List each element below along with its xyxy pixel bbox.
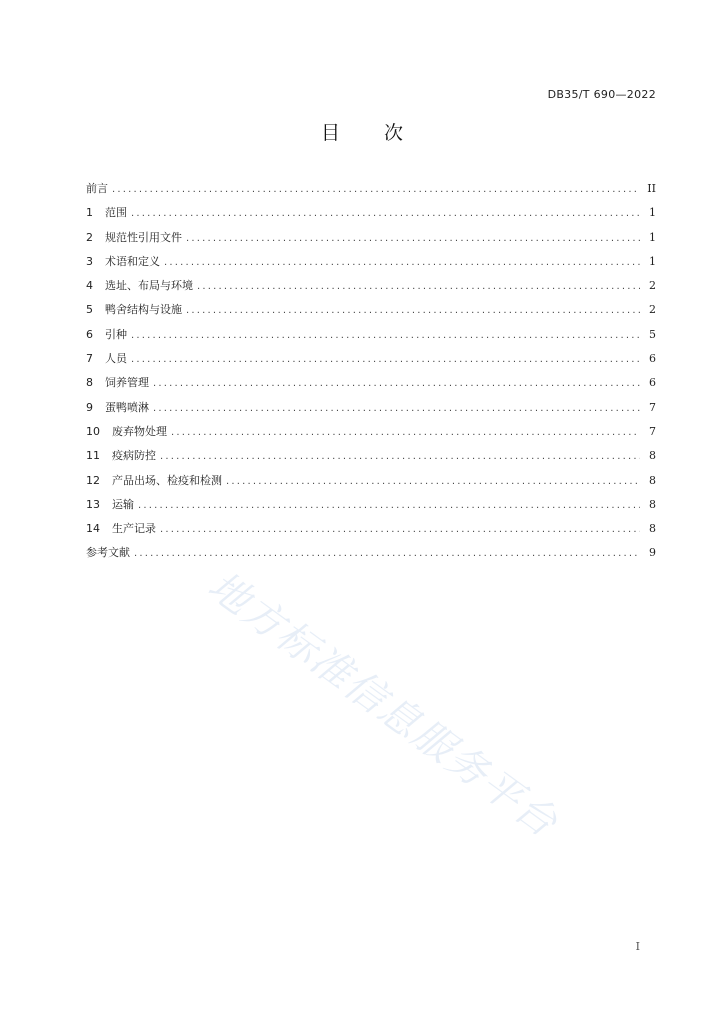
- toc-entry-number: 1: [86, 206, 93, 220]
- toc-entry-page: 1: [649, 230, 656, 244]
- toc-entry-label: 术语和定义: [105, 254, 160, 268]
- toc-entry-page: 8: [649, 473, 656, 487]
- toc-entry-number: 12: [86, 473, 100, 487]
- toc-entry-label: 前言: [86, 182, 108, 195]
- toc-entry-label: 鸭舍结构与设施: [105, 303, 182, 317]
- page-title: [0, 118, 724, 145]
- toc-leader-dots: [186, 305, 640, 316]
- toc-entry-label: 选址、布局与环境: [105, 279, 193, 293]
- toc-entry-13[interactable]: [86, 496, 656, 520]
- toc-leader-dots: [197, 281, 640, 292]
- toc-entry-references[interactable]: [86, 544, 656, 568]
- toc-leader-dots: [131, 330, 640, 341]
- toc-entry-14[interactable]: [86, 520, 656, 544]
- toc-entry-page: 7: [649, 400, 656, 414]
- toc-entry-number: 7: [86, 352, 93, 366]
- toc-entry-label: 饲养管理: [105, 376, 149, 390]
- toc-entry-page: 1: [649, 254, 656, 268]
- toc-entry-foreword[interactable]: [86, 180, 656, 204]
- toc-entry-label: 废弃物处理: [112, 424, 167, 438]
- toc-leader-dots: [134, 548, 640, 559]
- toc-entry-number: 9: [86, 400, 93, 414]
- toc-entry-3[interactable]: [86, 253, 656, 277]
- toc-entry-8[interactable]: [86, 374, 656, 398]
- toc-leader-dots: [153, 378, 640, 389]
- toc-entry-page: II: [647, 182, 656, 195]
- toc-entry-number: 8: [86, 376, 93, 390]
- toc-leader-dots: [131, 354, 640, 365]
- toc-entry-label: 引种: [105, 327, 127, 341]
- toc-entry-page: 2: [649, 279, 656, 293]
- toc-entry-label: 蛋鸭喷淋: [105, 400, 149, 414]
- toc-entry-page: 1: [649, 206, 656, 220]
- toc-leader-dots: [112, 184, 640, 195]
- toc-entry-12[interactable]: [86, 472, 656, 496]
- toc-entry-5[interactable]: [86, 301, 656, 325]
- page-number: I: [635, 940, 640, 953]
- watermark: 地方标准信息服务平台: [199, 562, 567, 847]
- toc-leader-dots: [138, 500, 640, 511]
- toc-entry-number: 4: [86, 279, 93, 293]
- title-char-1: 目: [320, 122, 340, 144]
- toc-entry-7[interactable]: [86, 350, 656, 374]
- toc-entry-label: 疫病防控: [112, 449, 156, 463]
- toc-entry-4[interactable]: [86, 277, 656, 301]
- toc-entry-number: 14: [86, 522, 100, 536]
- toc-entry-label: 运输: [112, 497, 134, 511]
- toc-entry-page: 9: [649, 546, 656, 560]
- toc-entry-number: 11: [86, 449, 100, 463]
- toc-entry-page: 8: [649, 522, 656, 536]
- toc-leader-dots: [153, 403, 640, 414]
- toc-entry-6[interactable]: [86, 326, 656, 350]
- title-char-2: 次: [384, 122, 404, 144]
- toc-entry-label: 人员: [105, 352, 127, 366]
- toc-entry-9[interactable]: [86, 399, 656, 423]
- toc-entry-label: 规范性引用文件: [105, 230, 182, 244]
- toc-entry-number: 3: [86, 254, 93, 268]
- toc-entry-page: 6: [649, 352, 656, 366]
- toc-entry-label: 生产记录: [112, 522, 156, 536]
- toc-entry-page: 7: [649, 424, 656, 438]
- toc-entry-page: 8: [649, 449, 656, 463]
- toc-entry-number: 10: [86, 424, 100, 438]
- toc-entry-number: 2: [86, 230, 93, 244]
- toc-leader-dots: [131, 208, 640, 219]
- toc-entry-number: 5: [86, 303, 93, 317]
- toc-entry-10[interactable]: [86, 423, 656, 447]
- toc-entry-page: 5: [649, 327, 656, 341]
- toc-entry-1[interactable]: [86, 204, 656, 228]
- toc-entry-label: 范围: [105, 206, 127, 220]
- toc-entry-2[interactable]: [86, 229, 656, 253]
- toc-entry-11[interactable]: [86, 447, 656, 471]
- toc-entry-page: 8: [649, 497, 656, 511]
- toc-leader-dots: [186, 233, 640, 244]
- toc-leader-dots: [160, 451, 640, 462]
- toc-leader-dots: [164, 257, 640, 268]
- toc-leader-dots: [226, 476, 640, 487]
- standard-code: DB35/T 690—2022: [547, 88, 656, 101]
- toc-entry-label: 产品出场、检疫和检测: [112, 473, 222, 487]
- toc-entry-number: 6: [86, 327, 93, 341]
- toc-leader-dots: [171, 427, 640, 438]
- toc-entry-label: 参考文献: [86, 546, 130, 560]
- toc-entry-page: 6: [649, 376, 656, 390]
- toc-entry-page: 2: [649, 303, 656, 317]
- toc-entry-number: 13: [86, 497, 100, 511]
- toc-leader-dots: [160, 524, 640, 535]
- table-of-contents: [86, 180, 656, 569]
